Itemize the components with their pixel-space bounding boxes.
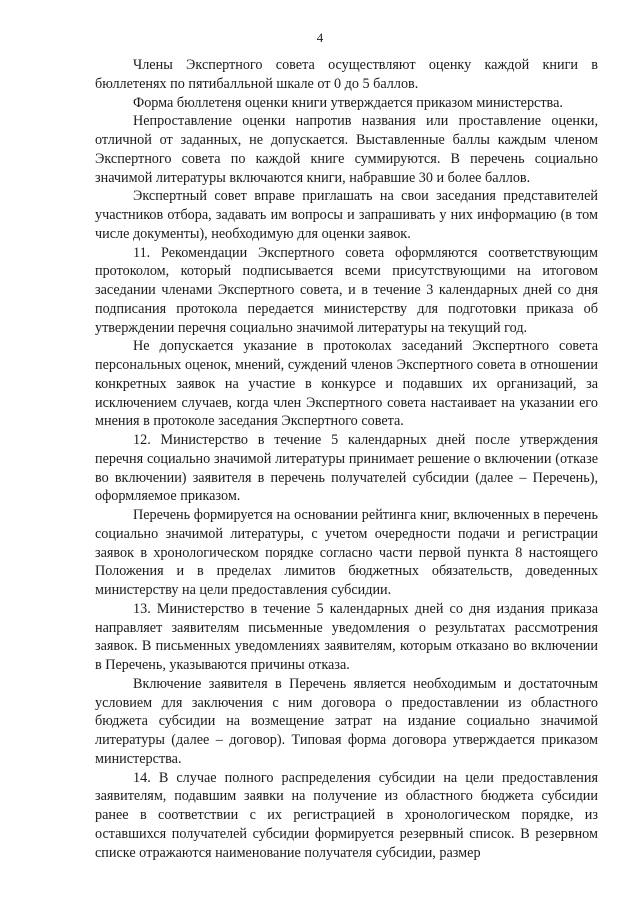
paragraph-list-formation: Перечень формируется на основании рейтинга книг, включенных в перечень социально значимой литературы, с учетом очередности подачи и регистрации заявок в хронологическом порядке согласно части первой пункта 8 настоящего Положения и в пределах лимитов бюджетных обязательств, доведенных министерству на цели предоставления субсидии. [95,507,598,598]
paragraph-item-14: 14. В случае полного распределения субсидии на цели предоставления заявителям, подавшим заявки на получение из областного бюджета субсидии ранее в соответствии с их регистрацией в хронологическом порядке, из оставшихся получателей субсидии формируется резервный список. В резервном списке отражаются наименование получателя субсидии, размер [95,769,598,861]
paragraph-item-11: 11. Рекомендации Экспертного совета оформляются соответствующим протоколом, который подписывается всеми присутствующими на итоговом заседании членами Экспертного совета, и в течение 3 календарных дней со дня подписания протокола передается министерству для подготовки приказа об утверждении перечня социально значимой литературы на текущий год. [95,244,598,336]
paragraph-protocol-restrictions: Не допускается указание в протоколах заседаний Экспертного совета персональных оценок, мнений, суждений членов Экспертного совета в отношении конкретных заявок на участие в конкурсе и подавших их организаций, за исключением случаев, когда член Экспертного совета настаивает на указании его мнения в протоколе заседания Экспертного совета. [95,338,598,430]
document-body [95,56,598,862]
paragraph-scoring-rules: Непроставление оценки напротив названия или проставление оценки, отличной от заданных, не допускается. Выставленные баллы каждым членом Экспертного совета по каждой книге суммируются. В перечень социально значимой литературы включаются книги, набравшие 30 и более баллов. [95,113,598,186]
paragraph-item-13: 13. Министерство в течение 5 календарных дней со дня издания приказа направляет заявителям письменные уведомления о результатах рассмотрения заявок. В письменных уведомлениях заявителям, которым отказано во включении в Перечень, указываются причины отказа. [95,600,598,673]
paragraph-item-12: 12. Министерство в течение 5 календарных дней после утверждения перечня социально значимой литературы принимает решение о включении (отказе во включении) заявителя в перечень получателей субсидии (далее – Перечень), оформляемое приказом. [95,432,598,505]
page-number: 4 [316,30,324,45]
paragraph-contract-condition: Включение заявителя в Перечень является необходимым и достаточным условием для заключения с ним договора о предоставлении из областного бюджета субсидии на возмещение затрат на издание социально значимой литературы (далее – договор). Типовая форма договора утверждается приказом министерства. [95,675,598,767]
paragraph-ballot-form: Форма бюллетеня оценки книги утверждается приказом министерства. [133,94,563,111]
paragraph-rating-scale: Члены Экспертного совета осуществляют оценку каждой книги в бюллетенях по пятибалльной шкале от 0 до 5 баллов. [95,57,598,92]
paragraph-invitations: Экспертный совет вправе приглашать на свои заседания представителей участников отбора, задавать им вопросы и запрашивать у них информацию (в том числе документы), необходимую для оценки заявок. [95,188,598,242]
